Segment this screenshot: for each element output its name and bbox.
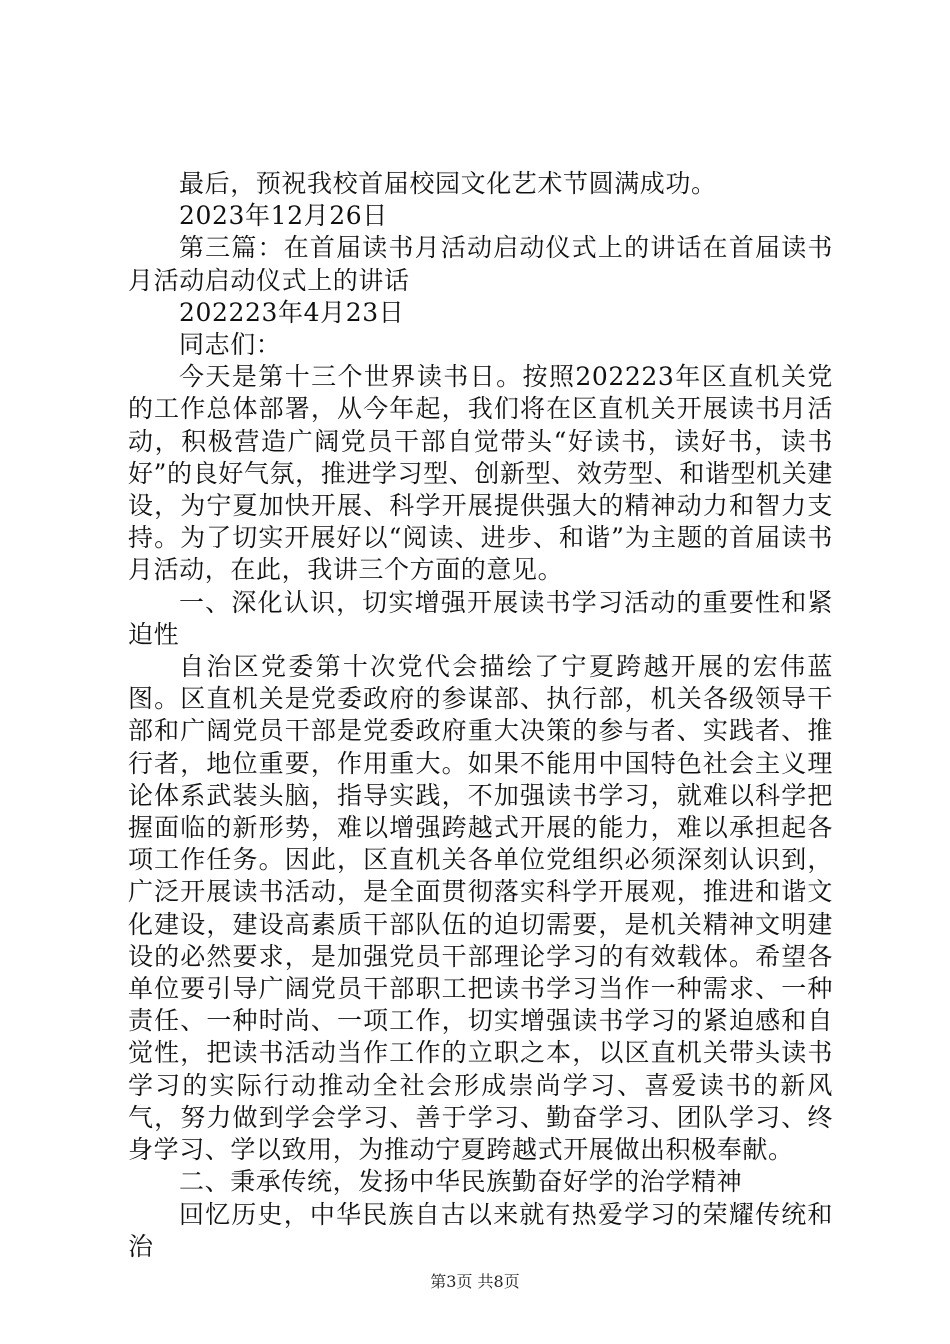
salutation: 同志们： (179, 330, 282, 360)
body-paragraph: 今天是第十三个世界读书日。按照202223年区直机关党的工作总体部署，从今年起，我们将在区直机关开展读书月活动，积极营造广阔党员干部自觉带头“好读书，读好书，读书好”的良好气氛，推进学习型、创新型、效劳型、和谐型机关建设，为宁夏加快开展、科学开展提供强大的精神动力和智力支持。为了切实开展好以“阅读、进步、和谐”为主题的首届读书月活动，在此，我讲三个方面的意见。 (128, 362, 833, 585)
closing-wish-paragraph: 最后，预祝我校首届校园文化艺术节圆满成功。 (179, 169, 717, 198)
document-body (128, 168, 833, 1263)
body-paragraph: 自治区党委第十次党代会描绘了宁夏跨越开展的宏伟蓝图。区直机关是党委政府的参谋部、执行部，机关各级领导干部和广阔党员干部是党委政府重大决策的参与者、实践者、推行者，地位重要，作用重大。如果不能用中国特色社会主义理论体系武装头脑，指导实践，不加强读书学习，就难以科学把握面临的新形势，难以增强跨越式开展的能力，难以承担起各项工作任务。因此，区直机关各单位党组织必须深刻认识到，广泛开展读书活动，是全面贯彻落实科学开展观，推进和谐文化建设，建设高素质干部队伍的迫切需要，是机关精神文明建设的必然要求，是加强党员干部理论学习的有效载体。希望各单位要引导广阔党员干部职工把读书学习当作一种需求、一种责任、一种时尚、一项工作，切实增强读书学习的紧迫感和自觉性，把读书活动当作工作的立职之本，以区直机关带头读书学习的实际行动推动全社会形成崇尚学习、喜爱读书的新风气，努力做到学会学习、善于学习、勤奋学习、团队学习、终身学习、学以致用，为推动宁夏跨越式开展做出积极奉献。 (128, 652, 833, 1165)
section-heading: 第三篇：在首届读书月活动启动仪式上的讲话在首届读书月活动启动仪式上的讲话 (128, 233, 833, 295)
subheading-one: 一、深化认识，切实增强开展读书学习活动的重要性和紧迫性 (128, 587, 833, 649)
page-number-footer: 第3页 共8页 (430, 1272, 520, 1291)
body-paragraph: 回忆历史，中华民族自古以来就有热爱学习的荣耀传统和治 (128, 1199, 833, 1261)
speech-date-line: 202223年4月23日 (179, 297, 405, 327)
date-line: 2023年12月26日 (179, 201, 388, 231)
subheading-two: 二、秉承传统，发扬中华民族勤奋好学的治学精神 (179, 1167, 743, 1197)
